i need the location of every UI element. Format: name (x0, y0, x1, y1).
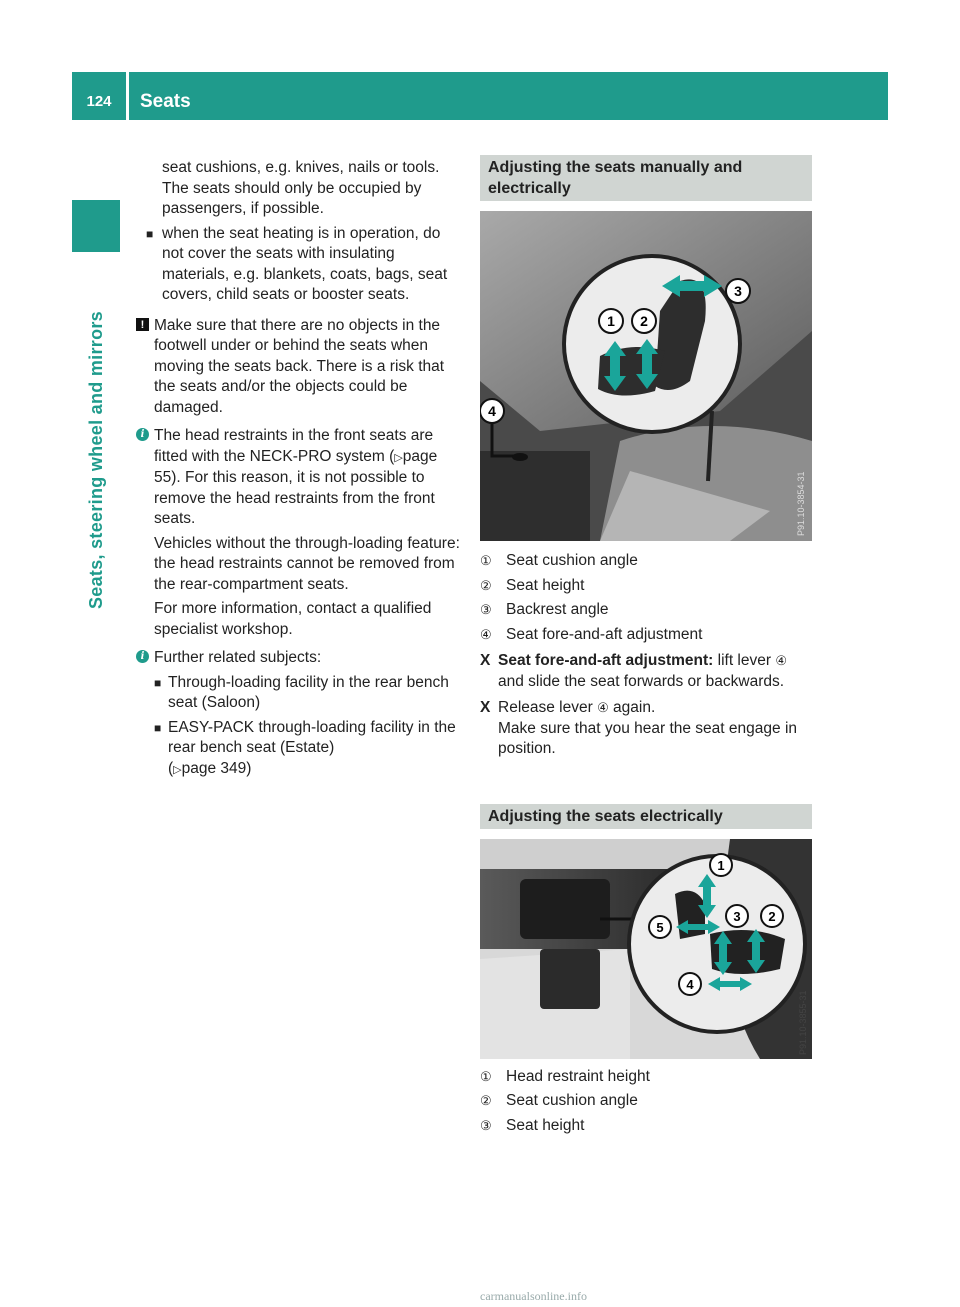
legend-item: ③ Backrest angle (480, 601, 609, 618)
bullet-icon: ■ (146, 226, 154, 241)
left-column (136, 158, 460, 780)
seat-illustration (480, 211, 812, 541)
info-paragraph: Vehicles without the through-loading feature: the head restraints cannot be removed from the rear-compartment seats. (154, 534, 460, 593)
legend-item: ② Seat height (480, 576, 585, 594)
bullet-text: Through-loading facility in the rear bench seat (Saloon) (168, 673, 449, 711)
right-column (480, 155, 812, 1136)
section-title: Adjusting the seats manually and electrically (480, 155, 812, 201)
figure-seat-electric (480, 839, 812, 1059)
header-divider (126, 72, 129, 120)
callout-1: 1 (607, 313, 615, 329)
instruction-step: X Seat fore-and-aft adjustment: lift lever ④ and slide the seat forwards or backwards. (480, 652, 787, 690)
legend-item: ② Seat cushion angle (480, 1092, 638, 1109)
continued-paragraph (136, 158, 460, 220)
figure-seat-manual (480, 211, 812, 541)
bullet-icon: ■ (154, 675, 162, 690)
legend-list (480, 551, 812, 645)
section-title: Adjusting the seats electrically (480, 804, 812, 829)
info-text: ). For this reason, it is not possible to remove the head restraints from the front seats. (154, 469, 435, 527)
info-note (136, 426, 460, 640)
bullet-text: EASY-PACK through-loading facility in the rear bench seat (Estate) (168, 718, 456, 756)
bullet-text: when the seat heating is in operation, do not cover the seats with insulating materials, e.g. blankets, coats, bags, seat covers, child seats or booster seats. (162, 224, 448, 303)
legend-item: ④ Seat fore-and-aft adjustment (480, 625, 703, 643)
para-line: The seats should only be occupied by (162, 179, 422, 197)
warning-text: Make sure that there are no objects in the footwell under or behind the seats when moving the seats back. There is a risk that the seats and/or the objects could be damaged. (154, 316, 445, 416)
info-note-related (136, 648, 460, 780)
para-line: seat cushions, e.g. knives, nails or tools. (162, 159, 440, 176)
warning-icon: ! (136, 318, 149, 331)
callout-4: 4 (686, 976, 694, 992)
callout-3: 3 (734, 283, 742, 299)
legend-list (480, 1067, 812, 1137)
warning-note (136, 316, 460, 419)
legend-item: ③ Seat height (480, 1116, 585, 1134)
page-header (72, 72, 888, 120)
info-icon: i (136, 428, 149, 441)
callout-2: 2 (768, 908, 776, 924)
callout-5: 5 (656, 919, 664, 935)
info-icon: i (136, 650, 149, 663)
instruction-step: X Release lever ④ again. Make sure that you hear the seat engage in position. (480, 699, 798, 757)
bullet-icon: ■ (154, 720, 162, 735)
page-title: Seats (140, 91, 191, 112)
step-marker-icon: X (480, 699, 491, 716)
callout-2: 2 (640, 313, 648, 329)
callout-1: 1 (717, 857, 725, 873)
page-number: 124 (86, 93, 112, 110)
chapter-tab (72, 200, 120, 252)
bullet-item (136, 224, 460, 306)
legend-item: ① Head restraint height (480, 1067, 650, 1085)
info-text: Further related subjects: (154, 649, 322, 666)
info-paragraph: For more information, contact a qualified specialist workshop. (154, 600, 432, 638)
bullet-item: ■ EASY-PACK through-loading facility in the rear bench seat (Estate) (▷page 349) (154, 718, 456, 777)
callout-3: 3 (733, 908, 741, 924)
page-ref-arrow-icon: ▷ (394, 451, 403, 464)
figure-code: P91.10-3854-31 (796, 471, 806, 536)
figure-code: P91.10-3855-31 (798, 989, 808, 1055)
callout-4: 4 (488, 403, 496, 419)
door-controls-illustration (480, 839, 812, 1059)
para-line: passengers, if possible. (162, 200, 324, 217)
bullet-item (154, 673, 460, 714)
info-text: The head restraints in the front seats are fitted with the NECK-PRO system ( (154, 427, 434, 465)
chapter-label: Seats, steering wheel and mirrors (85, 310, 106, 610)
page-ref-link[interactable]: page 349 (181, 759, 247, 777)
step-marker-icon: X (480, 652, 491, 669)
watermark: carmanualsonline.info (480, 1289, 587, 1303)
page-ref-link[interactable]: page 55 (154, 447, 438, 486)
legend-item: ① Seat cushion angle (480, 552, 638, 569)
page-ref-arrow-icon: ▷ (173, 763, 182, 776)
